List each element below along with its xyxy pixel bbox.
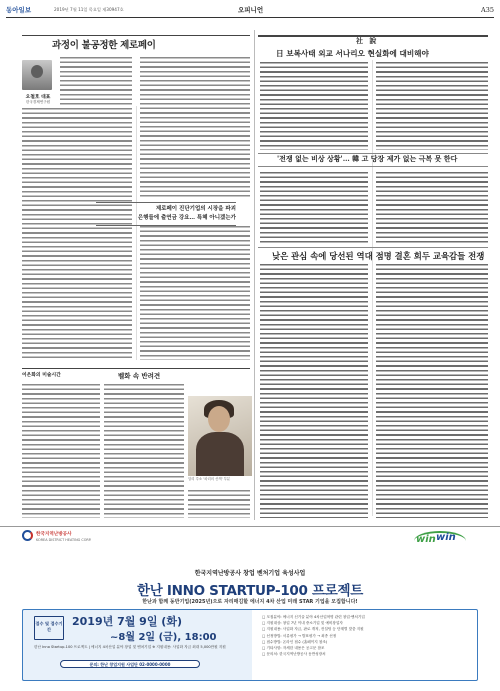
article-subhead: 제로페이 진단기업의 시장을 파괴 xyxy=(155,206,236,212)
column-title: 벨화 속 반려견 xyxy=(118,372,161,380)
ad-organizer: 한국지역난방공사 창업 벤처기업 육성사업 xyxy=(194,570,306,577)
ad-detail-line: □ 지원내용: 사업화 자금, 판로 개척, 컨설팅 등 단계별 맞춤 지원 xyxy=(262,627,364,632)
kdhc-logo-icon xyxy=(22,530,33,541)
article-body xyxy=(22,384,100,518)
ad-detail-line: □ 문의처: 한국지역난방공사 동반성장처 xyxy=(262,652,326,657)
masthead xyxy=(6,4,494,18)
ad-note: 한난 Inno Startup-100 프로젝트 | 에너지 4차산업 분야 창업 및 벤처기업 ※ 지원내용: 사업화 자금 최대 5,000만원 지원 xyxy=(34,645,226,649)
article-body xyxy=(22,108,132,360)
author-photo xyxy=(22,60,52,90)
editorial-column-title: 낮은 관심 속에 당선된 역대 점명 결혼 회두 교육감들 전쟁 xyxy=(272,251,485,261)
ad-subtitle: 한난과 함께 동반기업(2025년)으로 자리매김할 에너지 4차 산업 미래 STAR 기업을 모집합니다! xyxy=(142,599,358,605)
editorial-body xyxy=(260,172,368,244)
article-subheads xyxy=(96,202,236,226)
newspaper-name: 동아일보 xyxy=(6,6,32,14)
column-divider xyxy=(254,30,255,520)
editorial-body xyxy=(260,264,368,518)
article-subhead: 은행들에 출연금 강요… 특혜 아니겠는가 xyxy=(137,215,236,221)
editorial-body xyxy=(376,264,488,518)
article-top-rule xyxy=(22,35,250,36)
section-divider xyxy=(258,247,488,248)
win-win-logo xyxy=(408,530,478,556)
article-title: 과정이 불공정한 제로페이 xyxy=(52,40,156,51)
editorial-subhead: '전쟁 없는 비상 상황'… 韓 고 당장 제가 없는 극복 못 한다 xyxy=(277,154,458,163)
painting-image xyxy=(188,396,252,476)
ad-start-date: 2019년 7월 9일 (화) xyxy=(72,615,182,628)
win-logo-text: win xyxy=(436,532,456,543)
article-body xyxy=(140,226,250,360)
column-byline: 이은화의 미술시간 xyxy=(22,373,61,378)
ad-title: 한난 INNO STARTUP-100 프로젝트 xyxy=(137,583,363,599)
editorial-body xyxy=(376,62,488,150)
ad-details xyxy=(262,614,468,676)
article-top-rule xyxy=(22,368,250,369)
author-affiliation: 한국경제연구원 xyxy=(25,100,51,104)
ad-detail-line: □ 모집분야: 에너지 신기술 분야 4차산업혁명 관련 창업·벤처기업 xyxy=(262,615,365,619)
ad-end-date: ~8월 2일 (금), 18:00 xyxy=(110,632,217,643)
article-body xyxy=(60,57,132,105)
win-logo-text: win xyxy=(416,534,436,545)
ad-detail-line: □ 접수방법: 온라인 접수 (홈페이지 참조) xyxy=(262,639,328,644)
ad-detail-line: □ 선정방법: 서류평가 → 발표평가 → 최종 선정 xyxy=(262,633,337,638)
issue-date: 2019년 7월 11일 목요일 제30947호 xyxy=(54,7,124,12)
section-name: 오피니언 xyxy=(238,6,264,14)
article-body xyxy=(140,57,250,199)
author-name: 오철호 대표 xyxy=(25,95,51,100)
ad-period-badge: 접수 및 접수기간 xyxy=(34,616,64,640)
editorial-body xyxy=(260,62,368,150)
ad-detail-line: □ 지원대상: 창업 7년 이내 중소기업 및 예비창업자 xyxy=(262,621,343,626)
editorial-label: 社 說 xyxy=(356,36,379,45)
column-divider xyxy=(136,106,137,360)
column-divider xyxy=(372,60,373,516)
page-number: A35 xyxy=(481,6,494,14)
painting-caption: 앙리 루소 '파리의 산책' 부분 xyxy=(188,477,231,481)
article-body xyxy=(188,490,250,518)
editorial-body xyxy=(376,172,488,244)
advertiser-logo: 한국지역난방공사 xyxy=(36,532,72,537)
advertiser-logo-sub: KOREA DISTRICT HEATING CORP. xyxy=(36,538,92,542)
editorial-title: 日 보복사태 외교 서나리오 현실화에 대비해야 xyxy=(276,49,429,58)
article-body xyxy=(104,384,184,518)
ad-contact-pill: 문의: 한난 창업지원 사업단 02-0000-0000 xyxy=(60,660,200,668)
ad-detail-line: □ 기타사항: 자세한 내용은 공고문 참조 xyxy=(262,646,325,651)
